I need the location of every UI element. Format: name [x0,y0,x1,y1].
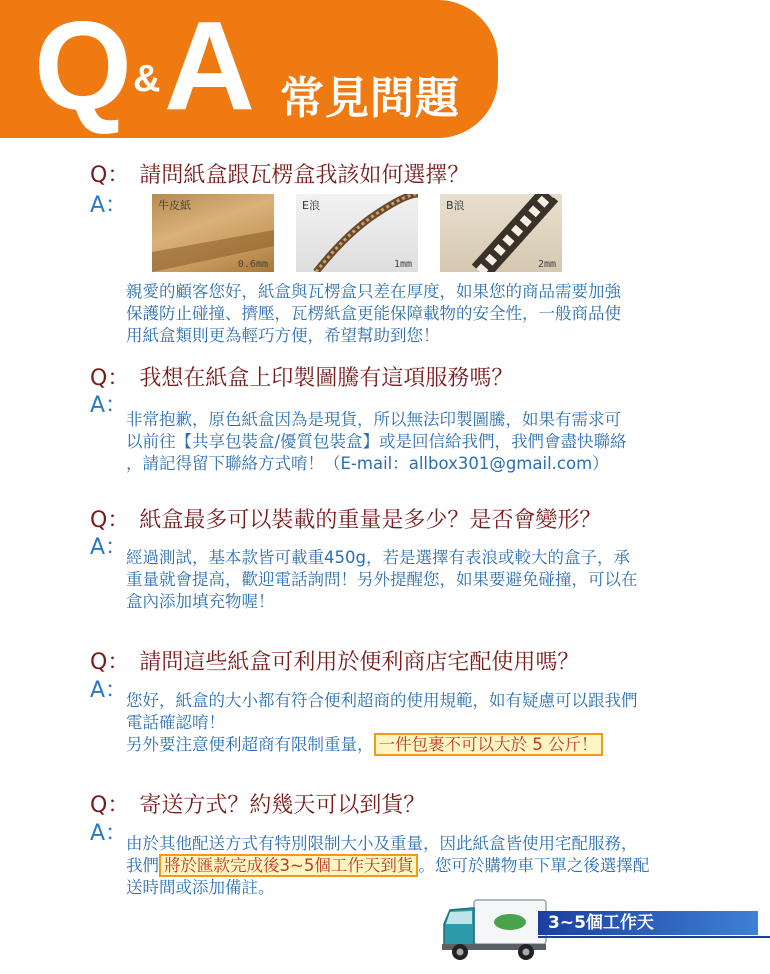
tile-label: B浪 [446,199,465,212]
e-flute-photo [296,194,418,272]
answer-2: 非常抱歉，原色紙盒因為是現貨，所以無法印製圖騰，如果有需求可 以前往【共享包裝盒/優質包裝盒】或是回信給我們，我們會盡快聯絡 ，請記得留下聯絡方式唷！（E-mail：allbox301@gmail.com） [126,410,627,473]
tile-size: 0.6mm [237,259,268,270]
delivery-truck-icon [440,896,550,962]
tile-size: 2mm [537,259,556,270]
tile-label: E浪 [302,199,320,212]
badge-underline [538,936,770,938]
answer-mark-5: A： [90,821,128,846]
tile-size: 1mm [393,259,412,270]
question-3: Q： 紙盒最多可以裝載的重量是多少？是否會變形？ [90,508,602,533]
header-a-letter: A [164,0,255,136]
answer-mark-1: A： [90,193,128,218]
kraft-paper-photo [152,194,274,272]
answer-5: 由於其他配送方式有特別限制大小及重量，因此紙盒皆使用宅配服務， 我們 將於匯款完成後3~5個工作天到貨 。您可於購物車下單之後選擇配 送時間或添加備註。 [126,834,650,897]
header-banner [0,0,498,138]
tile-label: 牛皮紙 [158,199,191,212]
answer-4: 您好，紙盒的大小都有符合便利超商的使用規範，如有疑慮可以跟我們 電話確認唷！ 另外要注意便利超商有限制重量， 一件包裹不可以大於 5 公斤！ [126,691,638,754]
question-4: Q： 請問這些紙盒可利用於便利商店宅配使用嗎？ [90,650,580,675]
answer-mark-3: A： [90,535,128,560]
answer-3: 經過測試，基本款皆可載重450g，若是選擇有表浪或較大的盒子，承 重量就會提高，歡迎電話詢問！另外提醒您，如果要避免碰撞，可以在 盒內添加填充物喔！ [126,548,638,611]
question-2: Q： 我想在紙盒上印製圖騰有這項服務嗎？ [90,366,514,391]
delivery-time-highlight: 將於匯款完成後3~5個工作天到貨 [159,854,418,877]
answer-mark-4: A： [90,678,128,703]
page-title: 常見問題 [280,73,460,124]
question-1: Q： 請問紙盒跟瓦楞盒我該如何選擇？ [90,163,470,188]
weight-limit-highlight: 一件包裹不可以大於 5 公斤！ [374,733,603,756]
header-q-letter: Q [34,0,133,136]
question-5: Q： 寄送方式？約幾天可以到貨？ [90,793,426,818]
delivery-days-badge: 3~5個工作天 [538,911,758,935]
answer-mark-2: A： [90,393,128,418]
answer-1: 親愛的顧客您好，紙盒與瓦楞盒只差在厚度，如果您的商品需要加強 保護防止碰撞、擠壓，瓦楞紙盒更能保障載物的安全性，一般商品使 用紙盒類則更為輕巧方便，希望幫助到您！ [126,282,621,345]
header-ampersand: & [133,58,161,100]
b-flute-photo [440,194,562,272]
